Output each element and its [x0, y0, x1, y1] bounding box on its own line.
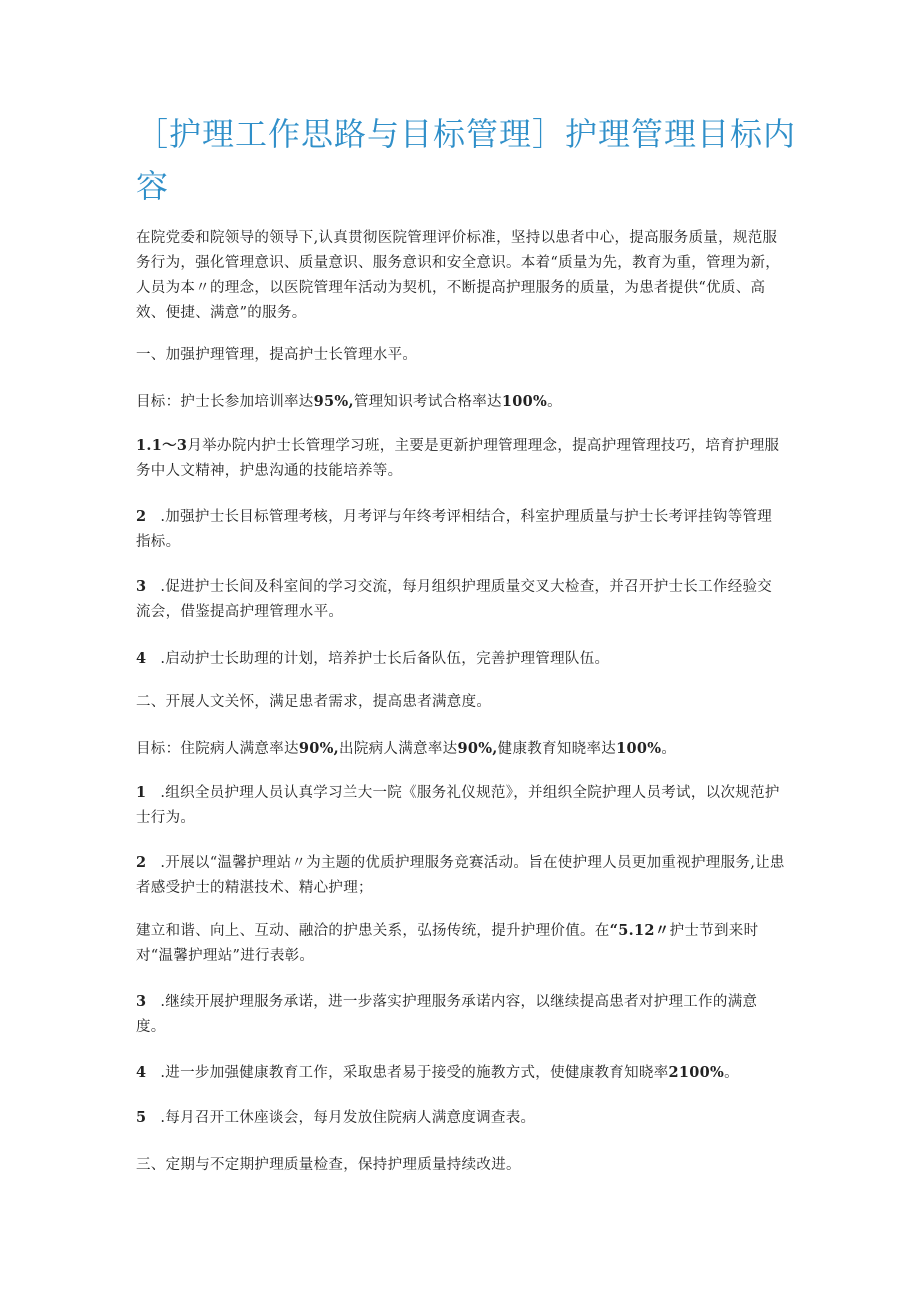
- item-number: 4: [136, 1064, 147, 1081]
- intro-paragraph: 在院党委和院领导的领导下,认真贯彻医院管理评价标准，坚持以患者中心，提高服务质量，规范服务行为，强化管理意识、质量意识、服务意识和安全意识。本着“质量为先，教育为重，管理为新，人员为本〃的理念，以医院管理年活动为契机，不断提高护理服务的质量，为患者提供“优质、高效、便捷、满意”的服务。: [136, 230, 781, 321]
- section2-item-2-continuation: [136, 918, 786, 969]
- section2-item-3: [136, 989, 786, 1040]
- section2-item-2: [136, 850, 786, 901]
- goal-value: 95%,: [313, 393, 354, 410]
- goal-end: 。: [547, 394, 562, 410]
- section2-item-5: [136, 1105, 786, 1131]
- section1-item-2: [136, 504, 786, 555]
- item-text: 月举办院内护士长管理学习班，主要是更新护理管理理念，提高护理管理技巧，培育护理服务中人文精神，护患沟通的技能培养等。: [136, 438, 780, 479]
- item-text: .促进护士长间及科室间的学习交流，每月组织护理质量交叉大检查，并召开护士长工作经验交流会，借鉴提高护理管理水平。: [136, 579, 773, 620]
- section2-item-4: [136, 1060, 786, 1086]
- goal-value: 2100%: [668, 1064, 725, 1081]
- goal-value: 90%,: [457, 740, 498, 757]
- section1-heading: 一、加强护理管理，提高护士长管理水平。: [136, 347, 418, 363]
- item-text: .加强护士长目标管理考核，月考评与年终考评相结合，科室护理质量与护士长考评挂钩等管理指标。: [136, 509, 773, 550]
- item-text: 护士节到来时对“温馨护理站”进行表彰。: [136, 923, 759, 964]
- goal-label: 目标：住院病人满意率达: [136, 741, 299, 757]
- section1-item-1: [136, 433, 786, 484]
- item-text: .启动护士长助理的计划，培养护士长后备队伍，完善护理管理队伍。: [160, 651, 610, 667]
- item-number: 4: [136, 650, 147, 667]
- section3-heading: 三、定期与不定期护理质量检查，保持护理质量持续改进。: [136, 1157, 521, 1173]
- goal-label: 目标：护士长参加培训率达: [136, 394, 314, 410]
- item-number: 3: [136, 993, 147, 1010]
- item-number: 2: [136, 508, 147, 525]
- goal-value: 100%: [501, 393, 548, 410]
- section1-goal: [136, 389, 786, 415]
- item-number: 2: [136, 854, 147, 871]
- item-number: 3: [136, 578, 147, 595]
- item-text: .每月召开工休座谈会，每月发放住院病人满意度调查表。: [160, 1110, 536, 1126]
- festival-date: “5.12〃: [609, 922, 670, 939]
- item-text: .组织全员护理人员认真学习兰大一院《服务礼仪规范》，并组织全院护理人员考试，以次规范护士行为。: [136, 785, 780, 826]
- goal-label: 管理知识考试合格率达: [353, 394, 502, 410]
- goal-end: 。: [661, 741, 677, 757]
- item-text: 。: [724, 1065, 739, 1081]
- section2-goal: [136, 736, 786, 762]
- item-number: 1.1～3: [136, 437, 188, 454]
- goal-label: 出院病人满意率达: [339, 741, 458, 757]
- document-title: ［护理工作思路与目标管理］护理管理目标内容: [136, 115, 797, 205]
- goal-value: 90%,: [298, 740, 340, 757]
- item-text: .继续开展护理服务承诺，进一步落实护理服务承诺内容，以继续提高患者对护理工作的满意度。: [136, 994, 758, 1035]
- item-number: 5: [136, 1109, 147, 1126]
- item-number: 1: [136, 784, 147, 801]
- item-text: .进一步加强健康教育工作，采取患者易于接受的施教方式，使健康教育知晓率: [160, 1065, 669, 1081]
- goal-value: 100%: [616, 740, 662, 757]
- item-text: 建立和谐、向上、互动、融洽的护患关系，弘扬传统，提升护理价值。在: [136, 923, 610, 939]
- section2-heading: 二、开展人文关怀，满足患者需求，提高患者满意度。: [136, 694, 492, 710]
- section1-item-3: [136, 574, 786, 625]
- item-text: .开展以“温馨护理站〃为主题的优质护理服务竞赛活动。旨在使护理人员更加重视护理服务,让患者感受护士的精湛技术、精心护理；: [136, 855, 785, 896]
- section1-item-4: [136, 646, 786, 672]
- goal-label: 健康教育知晓率达: [497, 741, 617, 757]
- section2-item-1: [136, 780, 786, 831]
